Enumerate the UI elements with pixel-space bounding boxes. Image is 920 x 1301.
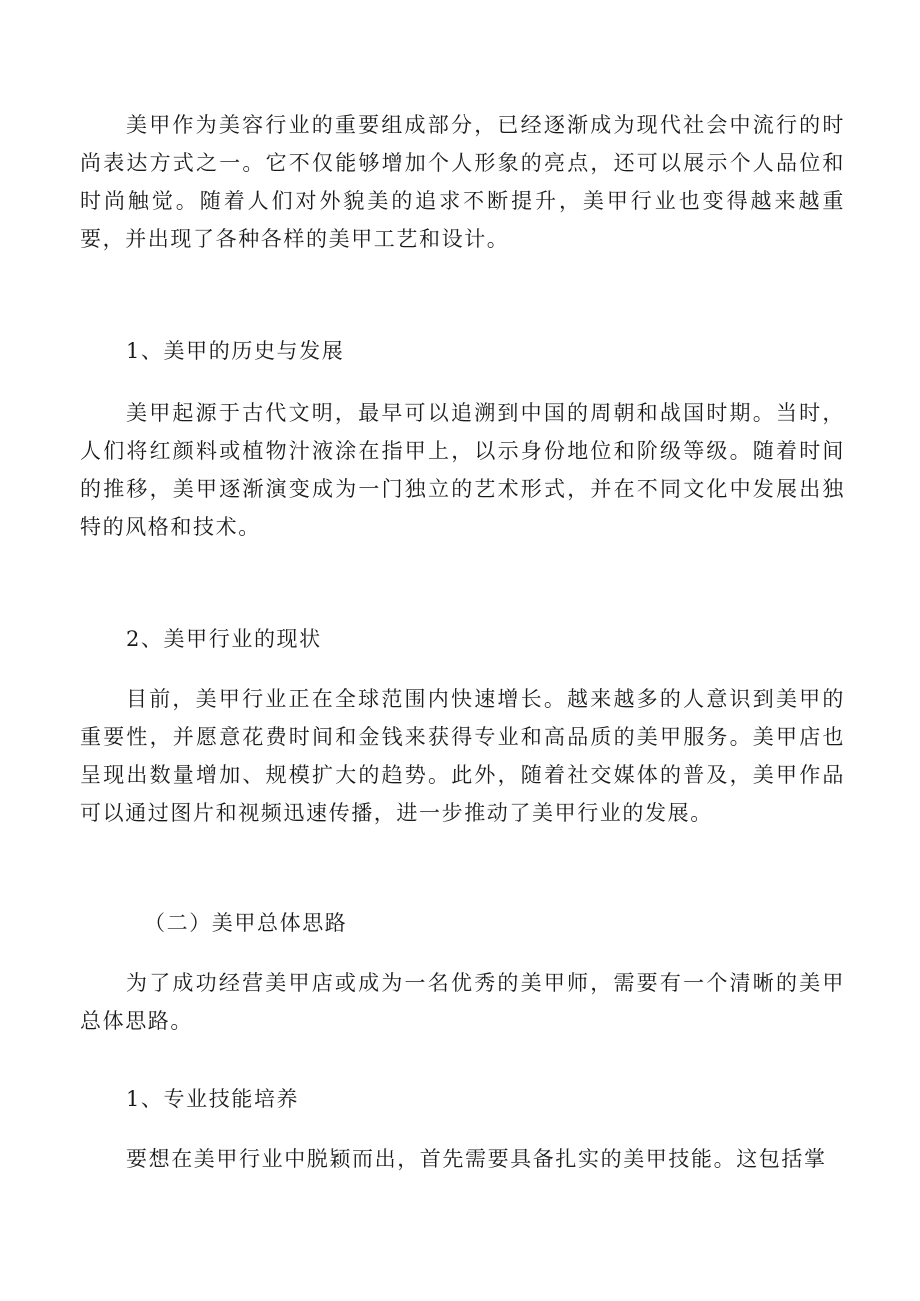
heading-status: 2、美甲行业的现状 bbox=[126, 627, 322, 651]
status-paragraph: 目前，美甲行业正在全球范围内快速增长。越来越多的人意识到美甲的重要性，并愿意花费时间和金钱来获得专业和高品质的美甲服务。美甲店也呈现出数量增加、规模扩大的趋势。此外，随着社交媒体的普及，美甲作品可以通过图片和视频迅速传播，进一步推动了美甲行业的发展。 bbox=[80, 687, 845, 825]
heading-skills: 1、专业技能培养 bbox=[126, 1087, 300, 1111]
approach-paragraph: 为了成功经营美甲店或成为一名优秀的美甲师，需要有一个清晰的美甲总体思路。 bbox=[80, 971, 845, 1033]
heading-history: 1、美甲的历史与发展 bbox=[126, 339, 345, 363]
section-heading: （二）美甲总体思路 bbox=[144, 911, 348, 935]
skills-paragraph: 要想在美甲行业中脱颖而出，首先需要具备扎实的美甲技能。这包括掌 bbox=[126, 1147, 827, 1171]
intro-paragraph: 美甲作为美容行业的重要组成部分，已经逐渐成为现代社会中流行的时尚表达方式之一。它不仅能够增加个人形象的亮点，还可以展示个人品位和时尚触觉。随着人们对外貌美的追求不断提升，美甲行业也变得越来越重要，并出现了各种各样的美甲工艺和设计。 bbox=[80, 113, 845, 251]
history-paragraph: 美甲起源于古代文明，最早可以追溯到中国的周朝和战国时期。当时，人们将红颜料或植物汁液涂在指甲上，以示身份地位和阶级等级。随着时间的推移，美甲逐渐演变成为一门独立的艺术形式，并在不同文化中发展出独特的风格和技术。 bbox=[80, 401, 845, 539]
